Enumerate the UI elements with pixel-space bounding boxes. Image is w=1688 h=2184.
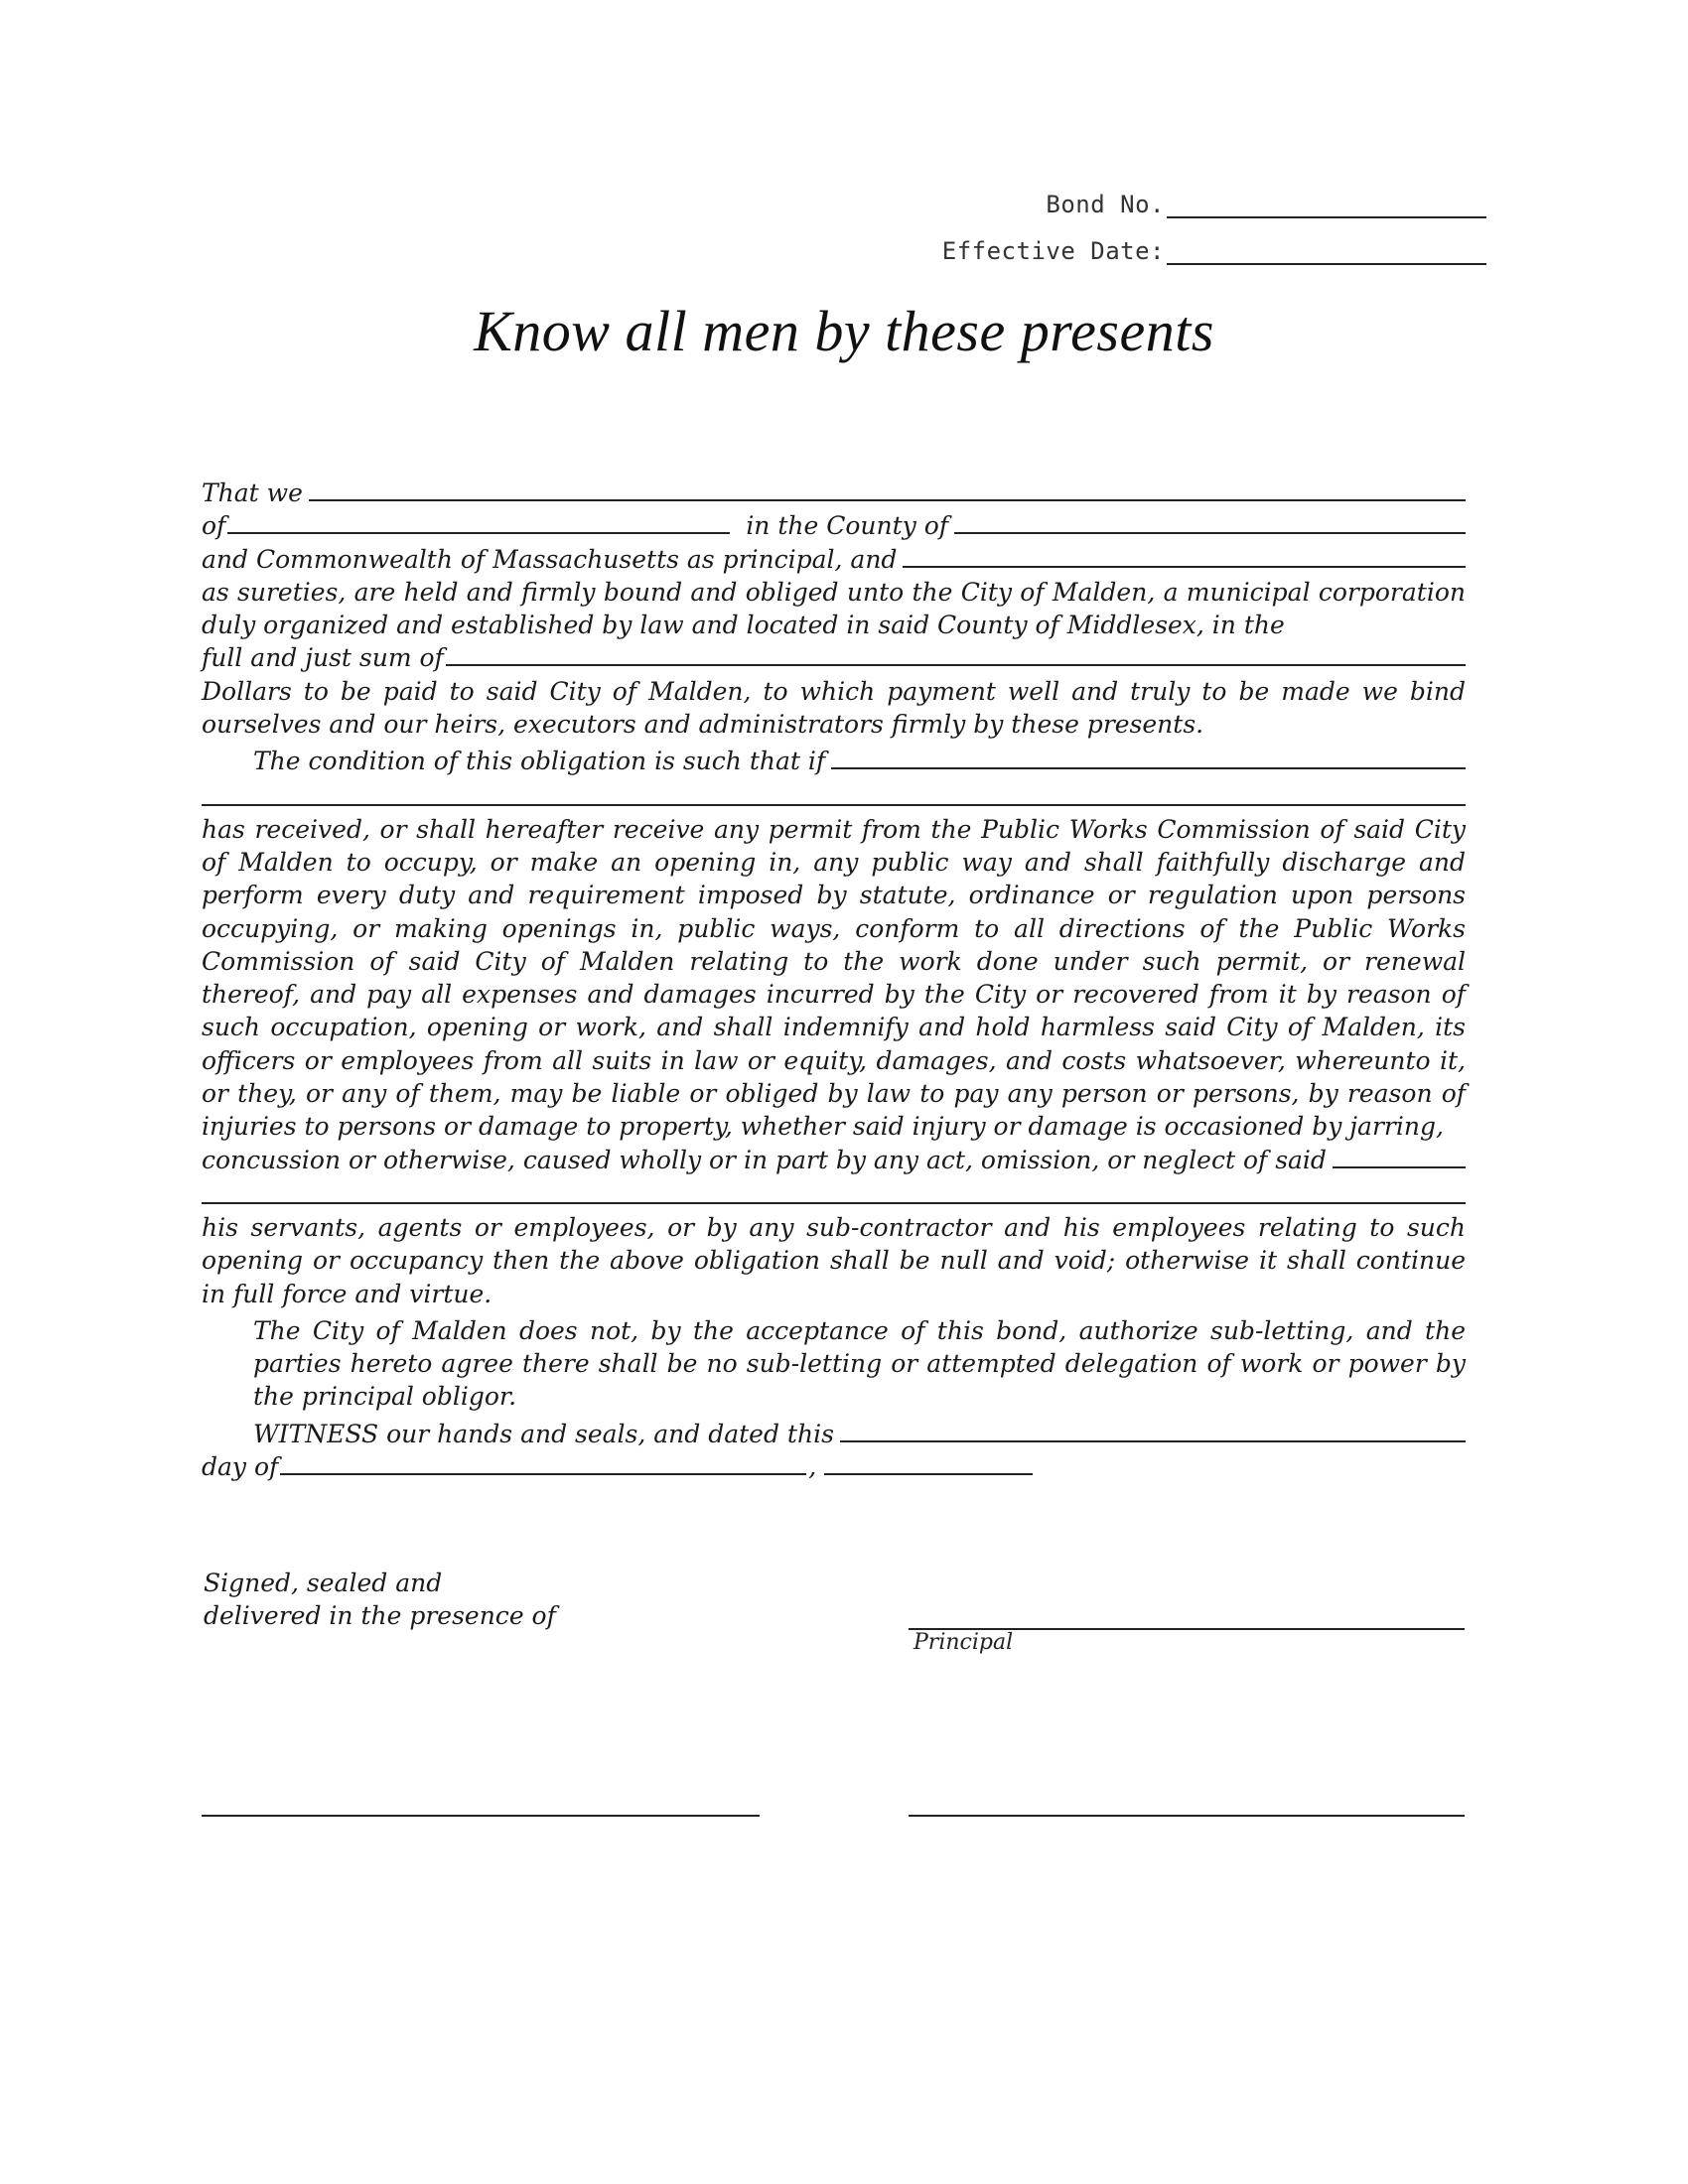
month-blank[interactable]: [280, 1453, 806, 1475]
principal-label: Principal: [914, 1630, 1014, 1655]
neglect-party-blank[interactable]: [1333, 1147, 1466, 1168]
delivered-label: delivered in the presence of: [204, 1601, 556, 1631]
principal-name-blank[interactable]: [309, 479, 1466, 501]
document-title: Know all men by these presents: [474, 299, 1214, 363]
concussion-line: [202, 1144, 1466, 1176]
permit-paragraph: has received, or shall hereafter receive any permit from the Public Works Commission of said City of Malden to occupy, or make an opening in, any public way and shall faithfully discharge and perform every duty and requirement imposed by statute, ordinance or regulation upon persons occupying, or making openings in, public ways, conform to all directions of the Public Works Commission of said City of Malden relating to the work done under such permit, or renewal thereof, and pay all expenses and damages incurred by the City or recovered from it by reason of such occupation, opening or work, and shall indemnify and hold harmless said City of Malden, its officers or employees from all suits in law or equity, damages, and costs whatsoever, whereunto it, or they, or any of them, may be liable or obliged by law to pay any person or persons, by reason of injuries to persons or damage to property, whether said injury or damage is occasioned by jarring,: [202, 814, 1466, 1142]
county-label: in the County of: [746, 511, 949, 541]
bond-number-label: Bond No.: [1046, 191, 1165, 218]
that-we-line: [202, 477, 1466, 509]
effective-date-line[interactable]: [1167, 241, 1486, 265]
witness-label: WITNESS our hands and seals, and dated this: [253, 1419, 834, 1448]
concussion-label: concussion or otherwise, caused wholly or in part by any act, omission, or neglect of said: [202, 1145, 1327, 1174]
principal-town-blank[interactable]: [227, 512, 730, 534]
year-blank[interactable]: [824, 1453, 1033, 1475]
witness-signature-line[interactable]: [202, 1815, 760, 1817]
dollars-paragraph: Dollars to be paid to said City of Malden, to which payment well and truly to be made we bind ourselves and our heirs, executors and administrators firmly by these presents.: [202, 676, 1466, 740]
witness-line: [202, 1418, 1466, 1450]
of-label: of: [202, 511, 226, 541]
surety-signature-line[interactable]: [909, 1815, 1465, 1817]
signed-sealed-label: Signed, sealed and: [204, 1569, 443, 1597]
servants-paragraph: his servants, agents or employees, or by any sub-contractor and his employees relating to such opening or occupancy then the above obligation shall be null and void; otherwise it shall continue in full force and virtue.: [202, 1212, 1466, 1308]
commonwealth-line: [202, 543, 1466, 576]
condition-blank-2[interactable]: [202, 778, 1466, 806]
bond-number-field: [1046, 191, 1486, 218]
sureties-paragraph: as sureties, are held and firmly bound and obliged unto the City of Malden, a municipal corporation duly organized and established by law and located in said County of Middlesex, in the: [202, 577, 1466, 640]
witness-day-blank[interactable]: [840, 1421, 1466, 1442]
county-blank[interactable]: [954, 512, 1466, 534]
full-sum-label: full and just sum of: [202, 643, 444, 673]
commonwealth-label: and Commonwealth of Massachusetts as principal, and: [202, 544, 898, 574]
subletting-paragraph: The City of Malden does not, by the acceptance of this bond, authorize sub-letting, and the parties hereto agree there shall be no sub-letting or attempted delegation of work or power by the principal obligor.: [253, 1315, 1466, 1412]
day-of-line: [202, 1450, 1466, 1483]
surety-name-blank[interactable]: [903, 546, 1466, 568]
bond-number-line[interactable]: [1167, 195, 1486, 218]
neglect-party-blank-2[interactable]: [202, 1176, 1466, 1204]
condition-blank[interactable]: [831, 748, 1466, 769]
condition-line: [202, 745, 1466, 777]
that-we-label: That we: [202, 478, 303, 507]
day-of-label: day of: [202, 1452, 279, 1482]
effective-date-field: [942, 237, 1486, 265]
sum-blank[interactable]: [446, 644, 1466, 666]
comma-separator: ,: [808, 1452, 817, 1482]
bond-body: [202, 477, 1466, 1483]
witness-caption: [204, 1567, 556, 1633]
of-county-line: [202, 509, 1466, 542]
full-sum-line: [202, 641, 1466, 674]
condition-label: The condition of this obligation is such that if: [253, 747, 826, 776]
effective-date-label: Effective Date:: [941, 237, 1165, 265]
